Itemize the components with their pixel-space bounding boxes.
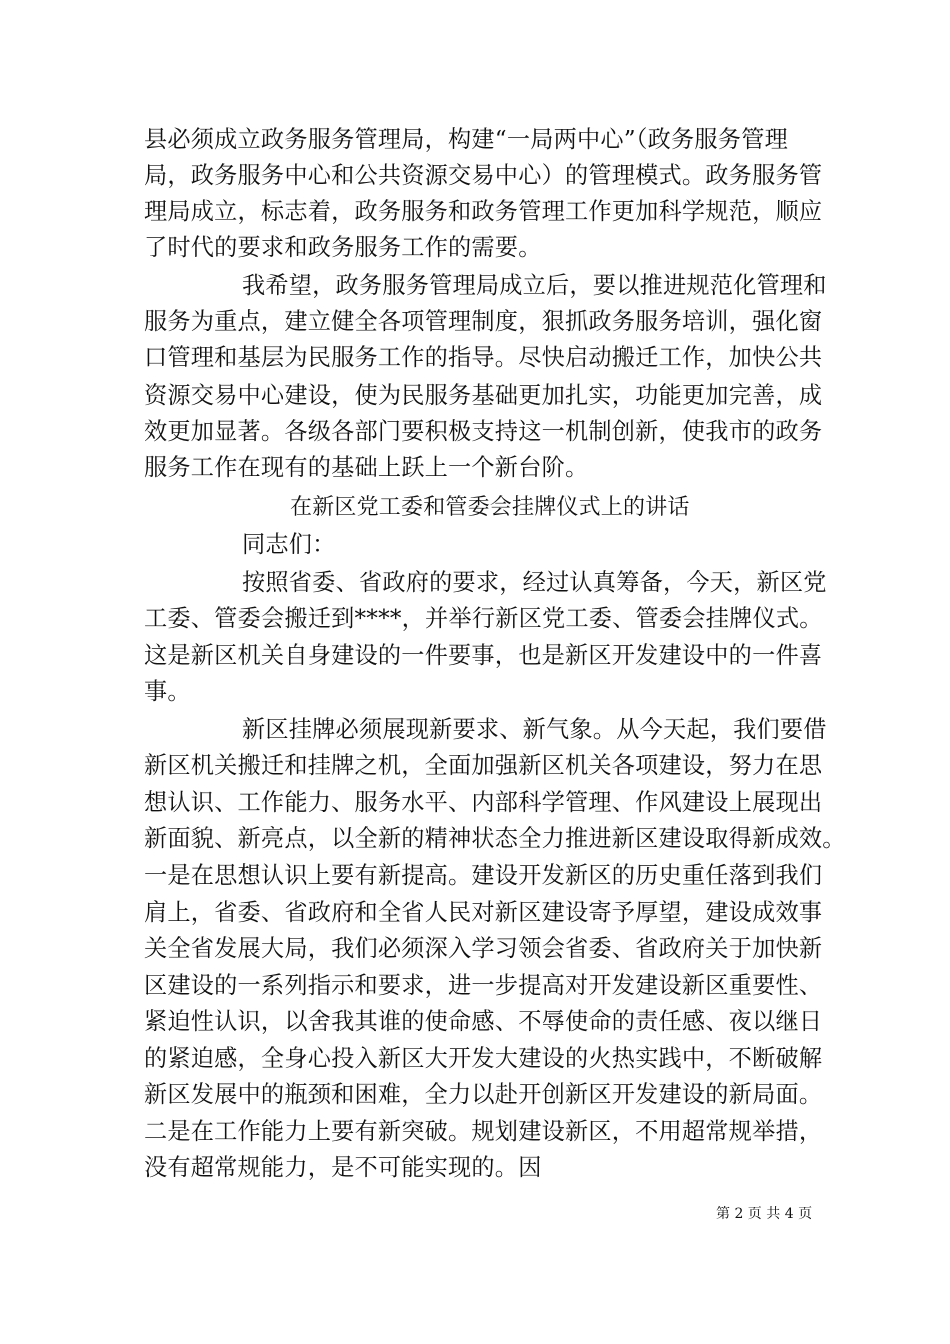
- text-line: 二是在工作能力上要有新突破。规划建设新区，不用超常规举措，: [144, 1118, 823, 1145]
- text-line: 理局成立，标志着，政务服务和政务管理工作更加科学规范，顺应: [144, 198, 823, 225]
- text-line: 肩上，省委、省政府和全省人民对新区建设寄予厚望，建设成效事: [144, 899, 823, 926]
- text-line: 局，政务服务中心和公共资源交易中心）的管理模式。政务服务管: [144, 162, 823, 189]
- text-line: 了时代的要求和政务服务工作的需要。: [144, 234, 542, 261]
- text-line: 一是在思想认识上要有新提高。建设开发新区的历史重任落到我们: [144, 862, 823, 889]
- text-line: 的紧迫感，全身心投入新区大开发大建设的火热实践中，不断破解: [144, 1045, 823, 1072]
- text-line: 区建设的一系列指示和要求，进一步提高对开发建设新区重要性、: [144, 972, 823, 999]
- text-line: 事。: [144, 678, 191, 705]
- text-line: 服务为重点，建立健全各项管理制度，狠抓政务服务培训，强化窗: [144, 308, 823, 335]
- text-line: 口管理和基层为民服务工作的指导。尽快启动搬迁工作，加快公共: [144, 344, 823, 371]
- text-line: 这是新区机关自身建设的一件要事，也是新区开发建设中的一件喜: [144, 642, 823, 669]
- text-line: 资源交易中心建设，使为民服务基础更加扎实，功能更加完善，成: [144, 382, 823, 409]
- text-line: 效更加显著。各级各部门要积极支持这一机制创新，使我市的政务: [144, 418, 823, 445]
- text-line: 新区挂牌必须展现新要求、新气象。从今天起，我们要借: [242, 716, 827, 743]
- text-line: 县必须成立政务服务管理局，构建“一局两中心”（政务服务管理: [144, 126, 788, 153]
- text-line: 关全省发展大局，我们必须深入学习领会省委、省政府关于加快新: [144, 935, 823, 962]
- text-line: 按照省委、省政府的要求，经过认真筹备，今天，新区党: [242, 569, 827, 596]
- text-line: 工委、管委会搬迁到****，并举行新区党工委、管委会挂牌仪式。: [144, 605, 823, 632]
- page-number-footer: 第 2 页 共 4 页: [716, 1206, 813, 1222]
- text-line: 没有超常规能力，是不可能实现的。因: [144, 1154, 542, 1181]
- salutation: 同志们：: [242, 531, 336, 558]
- text-line: 紧迫性认识，以舍我其谁的使命感、不辱使命的责任感、夜以继日: [144, 1008, 823, 1035]
- text-line: 服务工作在现有的基础上跃上一个新台阶。: [144, 454, 589, 481]
- text-line: 新面貌、新亮点，以全新的精神状态全力推进新区建设取得新成效。: [144, 825, 846, 852]
- text-line: 新区发展中的瓶颈和困难，全力以赴开创新区开发建设的新局面。: [144, 1081, 823, 1108]
- speech-title: 在新区党工委和管委会挂牌仪式上的讲话: [290, 495, 690, 520]
- text-line: 新区机关搬迁和挂牌之机，全面加强新区机关各项建设，努力在思: [144, 752, 823, 779]
- text-line: 想认识、工作能力、服务水平、内部科学管理、作风建设上展现出: [144, 789, 823, 816]
- text-line: 我希望，政务服务管理局成立后，要以推进规范化管理和: [242, 272, 827, 299]
